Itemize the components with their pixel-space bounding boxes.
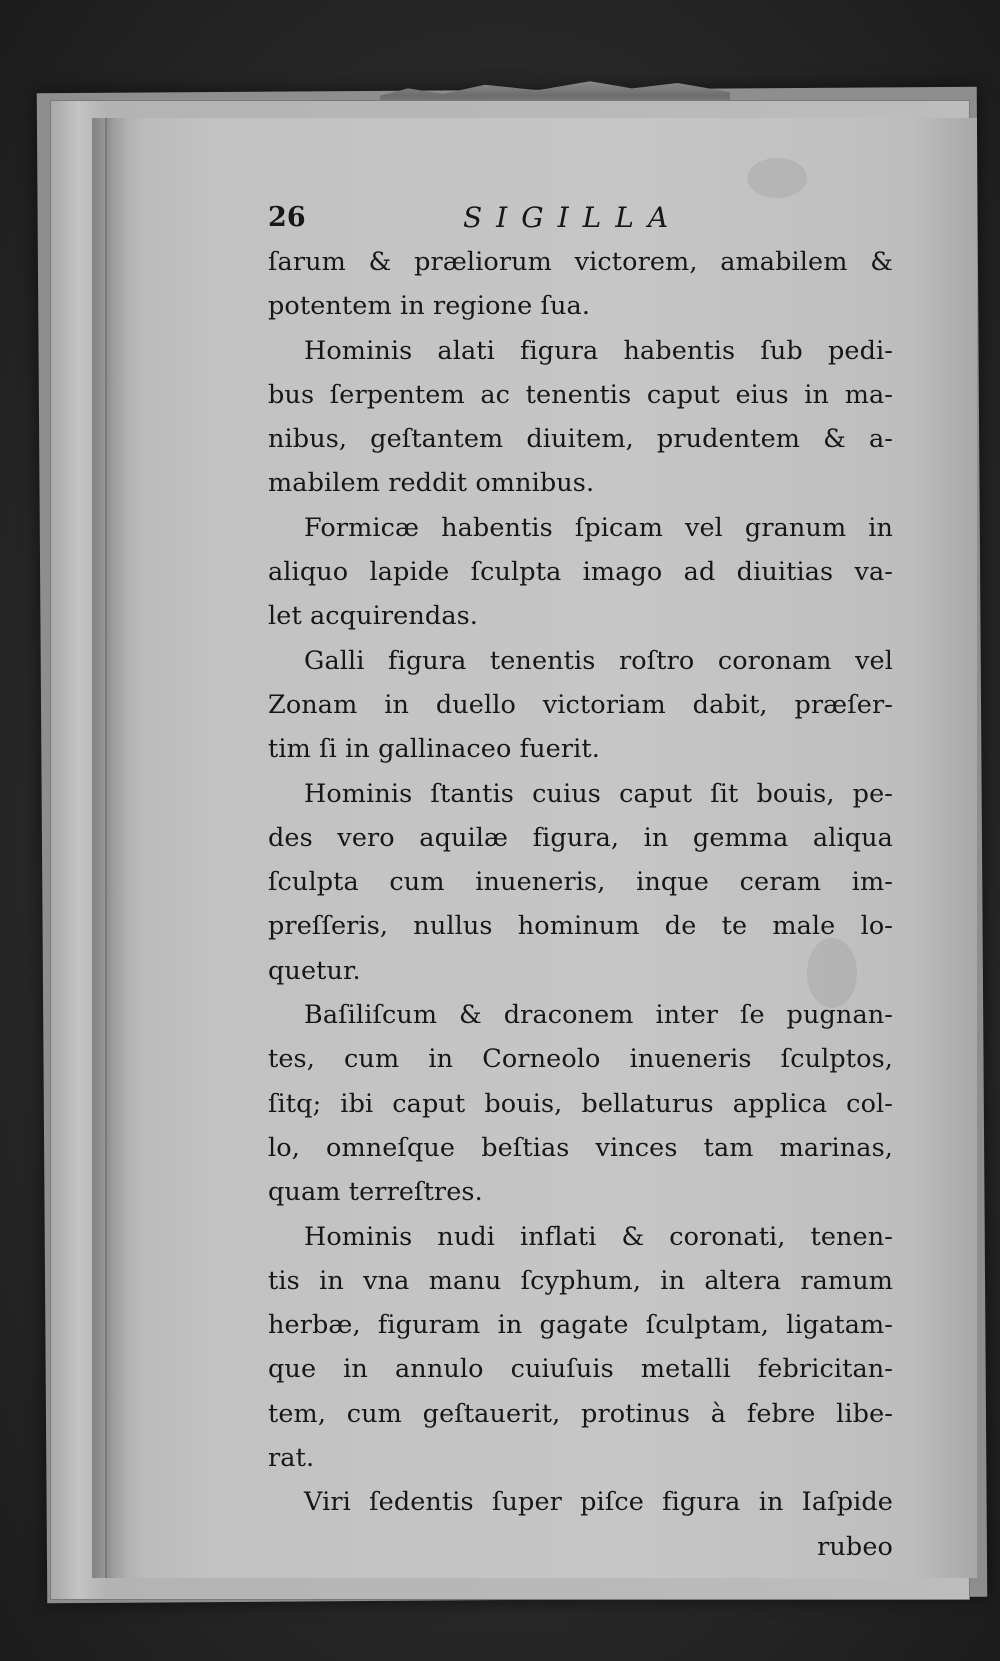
text-line: Hominis alati figura habentis ſub pedi-: [304, 335, 893, 366]
text-line: tem, cum geſtauerit, protinus à febre libe-: [268, 1398, 893, 1429]
text-line: Formicæ habentis ſpicam vel granum in: [304, 512, 893, 543]
text-line: quetur.: [268, 955, 361, 986]
text-line: Viri ſedentis ſuper piſce figura in Iaſpide: [304, 1487, 893, 1518]
page-text: [268, 196, 893, 1569]
text-line: herbæ, figuram in gagate ſculptam, ligatam-: [268, 1310, 893, 1341]
text-line: Baſiliſcum & draconem inter ſe pugnan-: [304, 1000, 893, 1031]
text-line: potentem in regione ſua.: [268, 291, 591, 322]
running-title: SIGILLA: [463, 200, 683, 234]
text-line: bus ſerpentem ac tenentis caput eius in ma-: [268, 379, 893, 410]
text-line: Hominis ſtantis cuius caput ſit bouis, pe-: [304, 778, 893, 809]
text-line: aliquo lapide ſculpta imago ad diuitias va-: [268, 557, 893, 588]
paper-stain: [747, 158, 807, 198]
text-line: des vero aquilæ figura, in gemma aliqua: [268, 822, 893, 853]
page-number: 26: [268, 201, 306, 233]
text-line: rat.: [268, 1443, 315, 1474]
text-line: ſitq; ibi caput bouis, bellaturus applica col-: [268, 1088, 893, 1119]
catchword: rubeo: [817, 1531, 893, 1562]
text-line: lo, omneſque beſtias vinces tam marinas,: [268, 1132, 893, 1163]
text-line: ſculpta cum inueneris, inque ceram im-: [268, 867, 893, 898]
text-line: ſarum & præliorum victorem, amabilem &: [268, 247, 893, 277]
spine-shadow: [92, 118, 128, 1578]
text-line: tes, cum in Corneolo inueneris ſculptos,: [268, 1044, 893, 1075]
text-line: Galli figura tenentis roſtro coronam vel: [304, 645, 893, 676]
text-line: nibus, geſtantem diuitem, prudentem & a-: [268, 424, 893, 455]
text-line: mabilem reddit omnibus.: [268, 468, 595, 499]
text-line: Hominis nudi inflati & coronati, tenen-: [304, 1221, 893, 1252]
text-line: tim ſi in gallinaceo fuerit.: [268, 734, 600, 765]
running-head: [268, 196, 893, 240]
text-line: let acquirendas.: [268, 601, 479, 632]
text-line: tis in vna manu ſcyphum, in altera ramum: [268, 1265, 893, 1296]
text-line: que in annulo cuiuſuis metalli febricitan-: [268, 1354, 893, 1385]
text-line: preſſeris, nullus hominum de te male lo-: [268, 911, 893, 942]
text-line: Zonam in duello victoriam dabit, præſer-: [268, 689, 893, 720]
text-line: quam terreſtres.: [268, 1177, 483, 1208]
